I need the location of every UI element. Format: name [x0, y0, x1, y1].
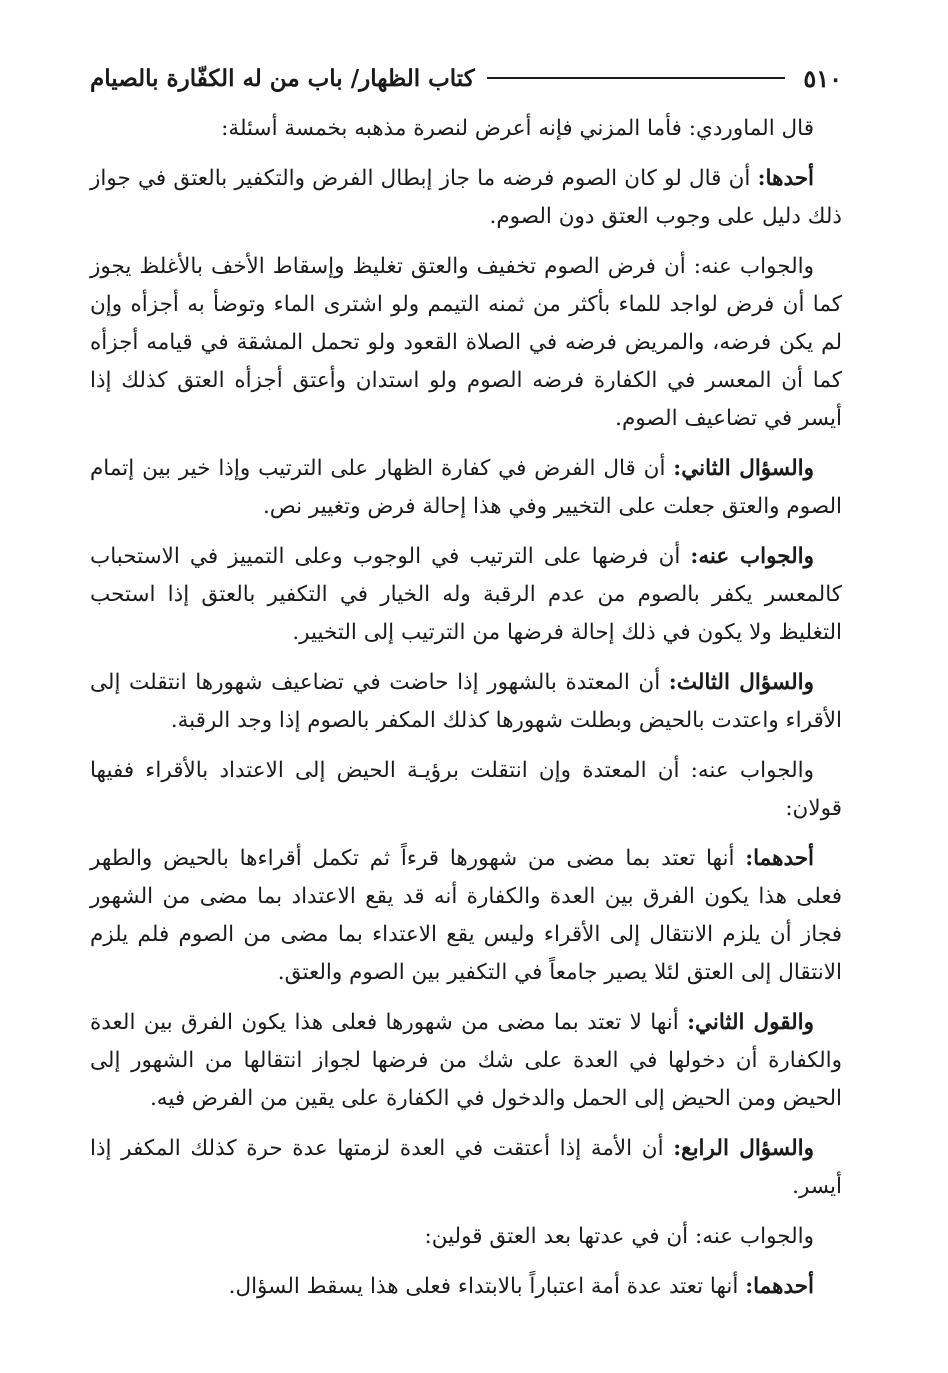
- paragraph: [90, 160, 842, 236]
- paragraph: [90, 664, 842, 740]
- paragraph-lead: أحدهما:: [745, 1274, 814, 1299]
- paragraph: [90, 1004, 842, 1118]
- paragraph-text: والجواب عنه: أن المعتدة وإن انتقلت برؤيـة الحيض إلى الاعتداد بالأقراء ففيها قولان:: [90, 758, 842, 821]
- page-header: [90, 56, 842, 100]
- paragraph-text: والجواب عنه: أن في عدتها بعد العتق قولين:: [424, 1224, 814, 1249]
- paragraph-text: أن قال الفرض في كفارة الظهار على الترتيب وإذا خير بين إتمام الصوم والعتق جعلت على التخيير وفي هذا إحالة فرض وتغيير نص.: [90, 456, 842, 519]
- paragraph-text: والجواب عنه: أن فرض الصوم تخفيف والعتق تغليظ وإسقاط الأخف بالأغلظ يجوز كما أن فرض لواجد للماء بأكثر من ثمنه التيمم ولو اشترى الماء وتوضأ به أجزأه وإن لم يكن فرضه، والمريض فرضه في الصلاة القعود ولو تحمل المشقة في قيامه أجزأه كما أن المعسر في الكفارة فرضه الصوم ولو استدان وأعتق أجزأه العتق كذلك إذا أيسر في تضاعيف الصوم.: [90, 254, 842, 431]
- paragraph: [90, 538, 842, 652]
- running-title: كتاب الظهار/ باب من له الكفّارة بالصيام: [90, 64, 475, 92]
- paragraph-lead: والقول الثاني:: [687, 1010, 814, 1035]
- paragraph-text: أن المعتدة بالشهور إذا حاضت في تضاعيف شهورها انتقلت إلى الأقراء واعتدت بالحيض وبطلت شهورها كذلك المكفر بالصوم إذا وجد الرقبة.: [90, 670, 842, 733]
- paragraph: [90, 1130, 842, 1206]
- paragraph: [90, 110, 842, 148]
- paragraph-text: أنها تعتد عدة أمة اعتباراً بالابتداء فعلى هذا يسقط السؤال.: [228, 1274, 746, 1299]
- page-body: [90, 110, 842, 1306]
- paragraph: [90, 450, 842, 526]
- paragraph-text: أنها لا تعتد بما مضى من شهورها فعلى هذا يكون الفرق بين العدة والكفارة أن دخولها في العدة على شك من فرضها لجواز انتقالها من الشهور إلى الحيض ومن الحيض إلى الحمل والدخول في الكفارة على يقين من الفرض فيه.: [90, 1010, 842, 1111]
- paragraph: [90, 1268, 842, 1306]
- paragraph-lead: أحدهما:: [745, 846, 814, 871]
- book-page: [90, 56, 842, 1318]
- paragraph-text: أنها تعتد بما مضى من شهورها قرءاً ثم تكمل أقراءها بالحيض والطهر فعلى هذا يكون الفرق بين العدة والكفارة أنه قد يقع الاعتداد بما مضى من الشهور فجاز أن يلزم الانتقال إلى الأقراء وليس يقع الاعتداء بما مضى من الصوم فلم يلزم الانتقال إلى العتق لئلا يصير جامعاً في التكفير بين الصوم والعتق.: [90, 846, 842, 985]
- paragraph-lead: والسؤال الرابع:: [673, 1136, 814, 1161]
- page-number: ٥١٠: [803, 63, 842, 93]
- paragraph-text: أن قال لو كان الصوم فرضه ما جاز إبطال الفرض والتكفير بالعتق في جواز ذلك دليل على وجوب العتق دون الصوم.: [90, 166, 842, 229]
- paragraph-lead: والسؤال الثاني:: [673, 456, 814, 481]
- paragraph-text: أن الأمة إذا أعتقت في العدة لزمتها عدة حرة كذلك المكفر إذا أيسر.: [90, 1136, 842, 1199]
- paragraph-lead: والجواب عنه:: [690, 544, 814, 569]
- header-rule: [487, 77, 786, 79]
- paragraph: [90, 840, 842, 992]
- paragraph-text: أن فرضها على الترتيب في الوجوب وعلى التمييز في الاستحباب كالمعسر يكفر بالصوم من عدم الرقبة وله الخيار في التكفير بالعتق إذا استحب التغليظ ولا يكون في ذلك إحالة فرضها من الترتيب إلى التخيير.: [90, 544, 842, 645]
- paragraph-lead: أحدها:: [757, 166, 814, 191]
- paragraph: [90, 1218, 842, 1256]
- paragraph: [90, 248, 842, 438]
- paragraph-lead: والسؤال الثالث:: [668, 670, 814, 695]
- paragraph-text: قال الماوردي: فأما المزني فإنه أعرض لنصرة مذهبه بخمسة أسئلة:: [221, 116, 814, 141]
- paragraph: [90, 752, 842, 828]
